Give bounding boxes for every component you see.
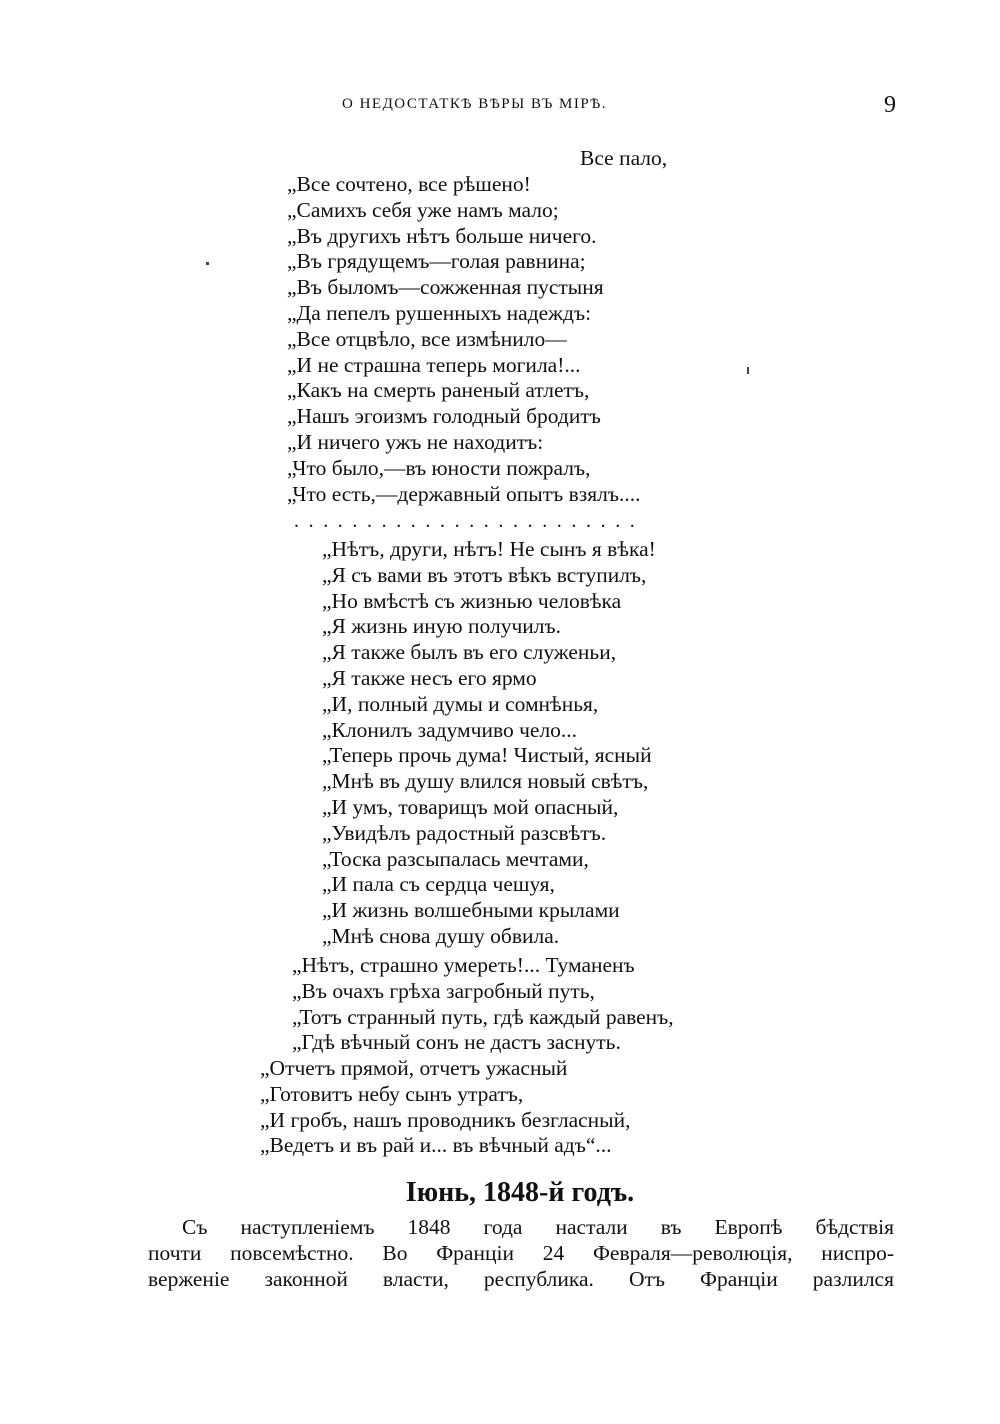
poem-line: „Все отцвѣло, все измѣнило— [287, 326, 567, 351]
poem-line: „Нѣтъ, страшно умереть!... Туманенъ [292, 953, 635, 977]
poem-line: „Нѣтъ, други, нѣтъ! Не сынъ я вѣка! [322, 537, 656, 561]
poem-line: „И жизнь волшебными крылами [322, 898, 620, 923]
page-number: 9 [884, 92, 896, 118]
poem-line: „Мнѣ въ душу влился новый свѣтъ, [322, 769, 649, 794]
poem-line: „Что было,—въ юности пожралъ, [287, 455, 591, 480]
poem-stanza-1 [287, 172, 641, 507]
poem-line: „Самихъ себя уже намъ мало; [287, 197, 559, 222]
poem-line: „Все сочтено, все рѣшено! [287, 172, 531, 196]
poem-line: „И не страшна теперь могила!... [287, 352, 581, 377]
poem-line: „Что есть,—державный опытъ взялъ.... [287, 481, 641, 506]
poem-line: „И пала съ сердца чешуя, [322, 872, 555, 897]
prose-line: Съ наступленіемъ 1848 года настали въ Европѣ бѣдствія [182, 1215, 894, 1239]
poem-line: „Готовитъ небу сынъ утратъ, [260, 1081, 524, 1106]
poem-line: „И гробъ, нашъ проводникъ безгласный, [260, 1107, 631, 1132]
poem-line: „Теперь прочь дума! Чистый, ясный [322, 743, 652, 768]
poem-line: „Гдѣ вѣчный сонъ не дастъ заснуть. [292, 1030, 621, 1055]
poem-line: „Въ грядущемъ—голая равнина; [287, 249, 586, 274]
poem-line: „Я съ вами въ этотъ вѣкъ вступилъ, [322, 562, 647, 587]
poem-line: „Тоска разсыпалась мечтами, [322, 846, 589, 871]
poem-line: „Въ другихъ нѣтъ больше ничего. [287, 223, 597, 248]
poem-stanza-2 [322, 537, 656, 950]
poem-stanza-3 [292, 953, 674, 1056]
prose-line: почти повсемѣстно. Во Франціи 24 Февраля—революція, ниспро- [148, 1241, 894, 1265]
running-head: О НЕДОСТАТКѢ ВѢРЫ ВЪ МІРѢ. [342, 96, 608, 112]
stray-mark [206, 262, 209, 265]
poem-line: „Клонилъ задумчиво чело... [322, 717, 578, 742]
poem-line: „Увидѣлъ радостный разсвѣтъ. [322, 820, 607, 845]
section-title: Іюнь, 1848-й годъ. [405, 1177, 635, 1208]
poem-line: „Тотъ странный путь, гдѣ каждый равенъ, [292, 1004, 674, 1029]
poem-line: „Я также былъ въ его служеньи, [322, 640, 617, 665]
poem-lead-fragment: Все пало, [580, 146, 668, 170]
prose-paragraph [148, 1214, 894, 1292]
poem-line: „И, полный думы и сомнѣнья, [322, 691, 599, 716]
poem-line: „Отчетъ прямой, отчетъ ужасный [260, 1056, 568, 1080]
poem-line: „Но вмѣстѣ съ жизнью человѣка [322, 588, 622, 613]
poem-line: „Какъ на смерть раненый атлетъ, [287, 378, 590, 403]
poem-line: „Я жизнь иную получилъ. [322, 614, 561, 639]
poem-line: „И ничего ужъ не находитъ: [287, 429, 544, 454]
stray-mark [747, 367, 749, 374]
poem-line: „Нашъ эгоизмъ голодный бродитъ [287, 404, 601, 429]
poem-line: „И умъ, товарищъ мой опасный, [322, 794, 619, 819]
poem-line: „Въ очахъ грѣха загробный путь, [292, 978, 595, 1003]
ellipsis-row: ........................ [294, 510, 645, 532]
poem-line: „Въ быломъ—сожженная пустыня [287, 275, 604, 300]
poem-line: „Да пепелъ рушенныхъ надеждъ: [287, 300, 592, 325]
poem-line: „Я также несъ его ярмо [322, 665, 537, 690]
poem-line: „Ведетъ и въ рай и... въ вѣчный адъ“... [260, 1133, 612, 1158]
prose-line: верженіе законной власти, республика. Отъ Франціи разлился [148, 1267, 894, 1291]
poem-stanza-4 [260, 1056, 631, 1159]
poem-line: „Мнѣ снова душу обвила. [322, 923, 560, 948]
